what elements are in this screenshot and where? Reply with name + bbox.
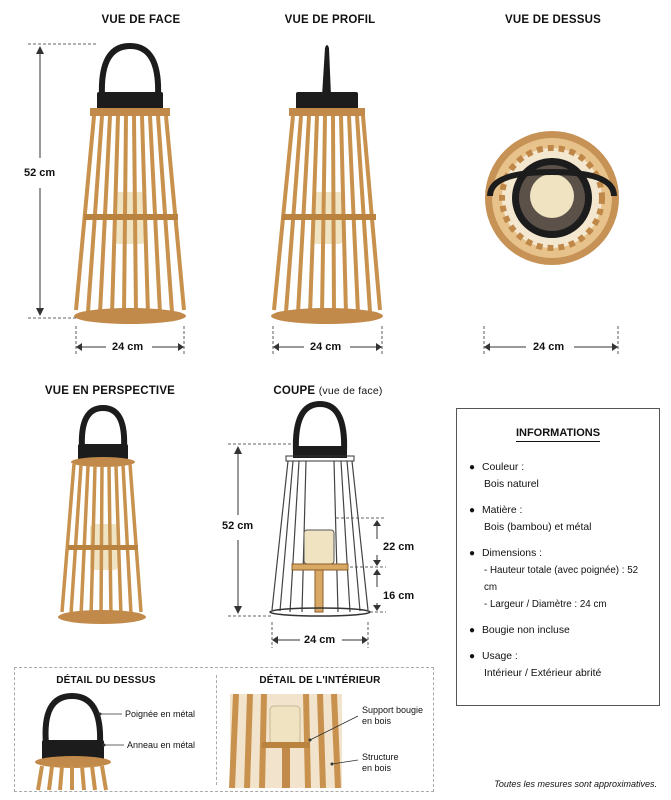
callout-ring: Anneau en métal xyxy=(127,740,196,750)
top-view-title: VUE DE DESSUS xyxy=(505,14,601,26)
section-height-label: 52 cm xyxy=(222,520,254,532)
info-label: Bougie non incluse xyxy=(482,625,570,636)
profile-view-title: VUE DE PROFIL xyxy=(284,14,376,26)
info-label: Usage : xyxy=(482,651,518,662)
section-subtitle: (vue de face) xyxy=(318,385,383,397)
front-view-title: VUE DE FACE xyxy=(101,14,181,26)
callout-handle: Poignée en métal xyxy=(125,709,196,719)
info-detail: Bois naturel xyxy=(484,479,539,490)
bullet-icon: ● xyxy=(469,651,476,662)
bullet-icon: ● xyxy=(469,548,476,559)
profile-width-label: 24 cm xyxy=(310,341,342,353)
top-detail-title: DÉTAIL DU DESSUS xyxy=(56,675,156,686)
info-label: Couleur : xyxy=(482,462,525,473)
footnote: Toutes les mesures sont approximatives. xyxy=(494,779,657,789)
info-detail: Bois (bambou) et métal xyxy=(484,522,592,533)
info-label: Dimensions : xyxy=(482,548,543,559)
bullet-icon: ● xyxy=(469,462,476,473)
info-detail-width: - Largeur / Diamètre : 24 cm xyxy=(484,599,607,610)
section-title-text: COUPE xyxy=(273,385,316,397)
information-title: INFORMATIONS xyxy=(457,427,659,439)
bullet-icon: ● xyxy=(469,505,476,516)
info-detail: Intérieur / Extérieur abrité xyxy=(484,668,602,679)
callout-support: Support bougie en bois xyxy=(362,705,424,726)
bullet-icon: ● xyxy=(469,625,476,636)
perspective-view-title: VUE EN PERSPECTIVE xyxy=(44,385,176,397)
info-label: Matière : xyxy=(482,505,523,516)
front-height-label: 52 cm xyxy=(24,167,56,179)
section-width-label: 24 cm xyxy=(304,634,336,646)
interior-detail-title: DÉTAIL DE L'INTÉRIEUR xyxy=(259,675,381,686)
section-lower-label: 16 cm xyxy=(383,590,415,602)
callout-structure: Structure en bois xyxy=(362,752,399,773)
top-width-label: 24 cm xyxy=(533,341,565,353)
section-upper-label: 22 cm xyxy=(383,541,415,553)
info-detail-height: - Hauteur totale (avec poignée) : 52 cm xyxy=(484,565,639,593)
front-width-label: 24 cm xyxy=(112,341,144,353)
